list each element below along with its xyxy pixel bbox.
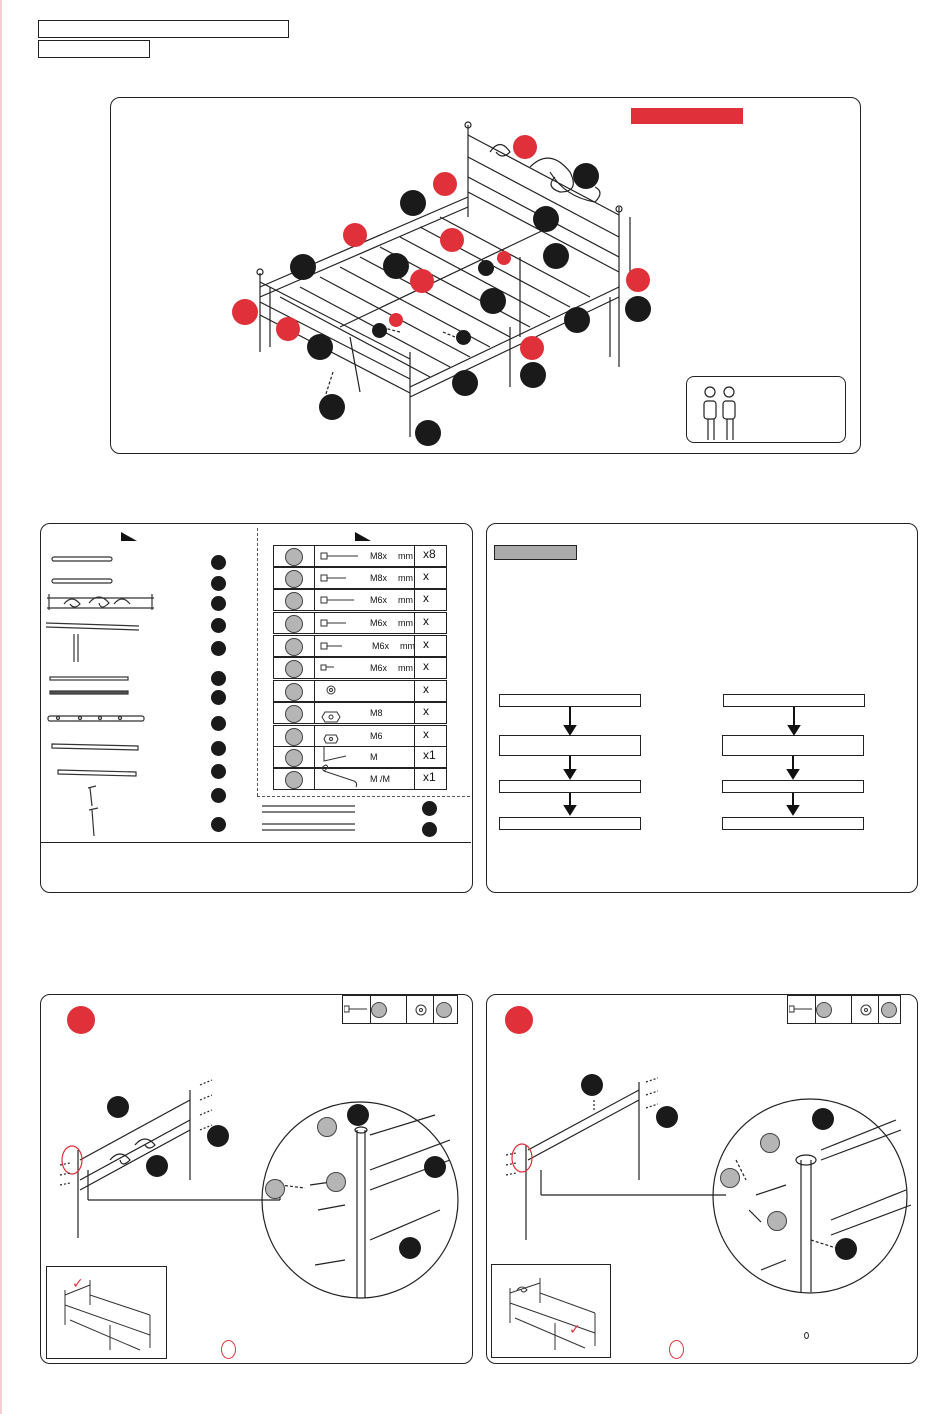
part-badge-13 (422, 801, 437, 816)
step-2-hardware-callout-a (760, 1133, 780, 1153)
hardware-unit: mm (398, 618, 413, 628)
callout-black-4 (543, 243, 569, 269)
step-1-hardware-badge-a (371, 1002, 387, 1018)
hardware-desc: M6x (370, 595, 388, 605)
callout-black-2 (400, 190, 426, 216)
step-2-callout-c (812, 1108, 834, 1130)
flow-arrows (486, 700, 916, 820)
hardware-desc: M6x (370, 618, 388, 628)
hardware-badge (285, 749, 303, 767)
hardware-unit: mm (400, 641, 415, 651)
step-2-thumbnail-drawing (495, 1268, 605, 1352)
part-badge-9 (211, 741, 226, 756)
step-2-callout-b (656, 1106, 678, 1128)
callout-red-4 (440, 228, 464, 252)
hardware-badge (285, 660, 303, 678)
part-badge-2 (211, 576, 226, 591)
step-1-hardware-badge-b (436, 1002, 452, 1018)
part-badge-8 (211, 716, 226, 731)
callout-black-12 (456, 330, 471, 345)
part-badge-12 (211, 817, 226, 832)
step-1-hardware-callout-a (317, 1117, 337, 1137)
hardware-desc: M (370, 752, 378, 762)
hardware-badge (285, 592, 303, 610)
callout-black-6 (383, 253, 409, 279)
callout-red-9 (389, 313, 403, 327)
step-1-number-badge (67, 1006, 95, 1034)
step-2-hardware-callout-c (767, 1211, 787, 1231)
part-badge-7 (211, 690, 226, 705)
step-1-callout-c (146, 1155, 168, 1177)
hardware-unit: mm (398, 573, 413, 583)
step-2-callout-d (835, 1238, 857, 1260)
page-edge (0, 0, 2, 1414)
callout-black-3 (533, 206, 559, 232)
callout-red-7 (626, 268, 650, 292)
step-1-hardware-callout-b (326, 1172, 346, 1192)
step-1-callout-d (347, 1104, 369, 1126)
step-1-check-mark: ✓ (72, 1276, 84, 1292)
callout-red-10 (276, 317, 300, 341)
step-1-page-marker (221, 1340, 236, 1359)
callout-black-15 (452, 370, 478, 396)
hardware-qty: x (423, 637, 429, 651)
parts-drawings (44, 548, 164, 840)
step-2-hardware-badge-b (881, 1002, 897, 1018)
hardware-desc: M /M (370, 774, 390, 784)
callout-red-2 (433, 172, 457, 196)
parts-title-flag-icon (121, 532, 137, 541)
step-1-bolt-icon (344, 1004, 368, 1014)
hardware-unit: mm (398, 551, 413, 561)
step-2-washer-icon (859, 1003, 873, 1017)
hardware-desc: M6x (372, 641, 390, 651)
hardware-badge (285, 683, 303, 701)
step-1-diagram (40, 1060, 471, 1300)
hardware-badge (285, 728, 303, 746)
hardware-desc: M6 (370, 731, 383, 741)
hardware-bottom-divider (257, 796, 470, 797)
step-1-callout-e (424, 1156, 446, 1178)
hardware-unit: mm (398, 595, 413, 605)
callout-red-1 (513, 135, 537, 159)
step-2-page-marker (669, 1340, 684, 1359)
manual-subtitle-box (38, 40, 150, 58)
long-rails-drawing (260, 800, 360, 834)
part-badge-6 (211, 671, 226, 686)
callout-red-6 (410, 269, 434, 293)
callout-black-11 (372, 323, 387, 338)
callout-black-9 (625, 296, 651, 322)
hardware-qty: x (423, 569, 429, 583)
two-persons-icon (700, 384, 740, 440)
hardware-badge (285, 705, 303, 723)
callout-black-13 (307, 334, 333, 360)
manual-title-box (38, 20, 289, 38)
step-2-number-badge (505, 1006, 533, 1034)
hardware-icons (316, 545, 366, 790)
step-2-hardware-badge-a (816, 1002, 832, 1018)
hardware-desc: M8 (370, 708, 383, 718)
hardware-qty: x (423, 727, 429, 741)
callout-red-3 (343, 223, 367, 247)
step-2-callout-a (581, 1074, 603, 1096)
hardware-qty: x (423, 682, 429, 696)
hardware-qty: x (423, 704, 429, 718)
step-1-washer-icon (414, 1003, 428, 1017)
step-2-small-mark (804, 1332, 809, 1339)
hardware-unit: mm (398, 663, 413, 673)
callout-black-17 (415, 420, 441, 446)
callout-black-5 (290, 254, 316, 280)
hardware-title-flag-icon (355, 532, 371, 541)
hardware-badge (285, 570, 303, 588)
parts-hardware-divider (257, 528, 258, 796)
callout-red-5 (497, 251, 511, 265)
hardware-desc: M8x (370, 551, 388, 561)
step-2-hardware-callout-b (720, 1168, 740, 1188)
hardware-qty: x (423, 659, 429, 673)
callout-red-8 (232, 299, 258, 325)
callout-black-8 (480, 288, 506, 314)
notes-tag (494, 545, 577, 560)
hardware-desc: M6x (370, 663, 388, 673)
hardware-desc: M8x (370, 573, 388, 583)
part-badge-1 (211, 555, 226, 570)
part-badge-11 (211, 788, 226, 803)
hardware-badge (285, 771, 303, 789)
hardware-qty: x1 (423, 770, 436, 784)
step-1-callout-b (207, 1125, 229, 1147)
part-badge-10 (211, 764, 226, 779)
step-2-bolt-icon (789, 1004, 813, 1014)
hardware-qty: x1 (423, 748, 436, 762)
step-1-thumbnail-drawing (50, 1270, 160, 1352)
part-badge-14 (422, 822, 437, 837)
part-badge-4 (211, 618, 226, 633)
callout-black-10 (564, 307, 590, 333)
hardware-qty: x8 (423, 547, 436, 561)
callout-black-7 (478, 260, 494, 276)
step-1-callout-f (399, 1237, 421, 1259)
parts-footer-line (41, 842, 471, 843)
callout-black-1 (573, 163, 599, 189)
step-1-callout-a (107, 1096, 129, 1118)
callout-black-16 (319, 394, 345, 420)
part-badge-3 (211, 596, 226, 611)
hardware-qty: x (423, 591, 429, 605)
hardware-badge (285, 615, 303, 633)
hardware-qty: x (423, 614, 429, 628)
step-2-check-mark: ✓ (569, 1322, 581, 1338)
callout-red-11 (520, 336, 544, 360)
hardware-badge (285, 548, 303, 566)
hardware-badge (285, 638, 303, 656)
part-badge-5 (211, 641, 226, 656)
callout-black-14 (520, 362, 546, 388)
step-1-hardware-callout-c (265, 1179, 285, 1199)
